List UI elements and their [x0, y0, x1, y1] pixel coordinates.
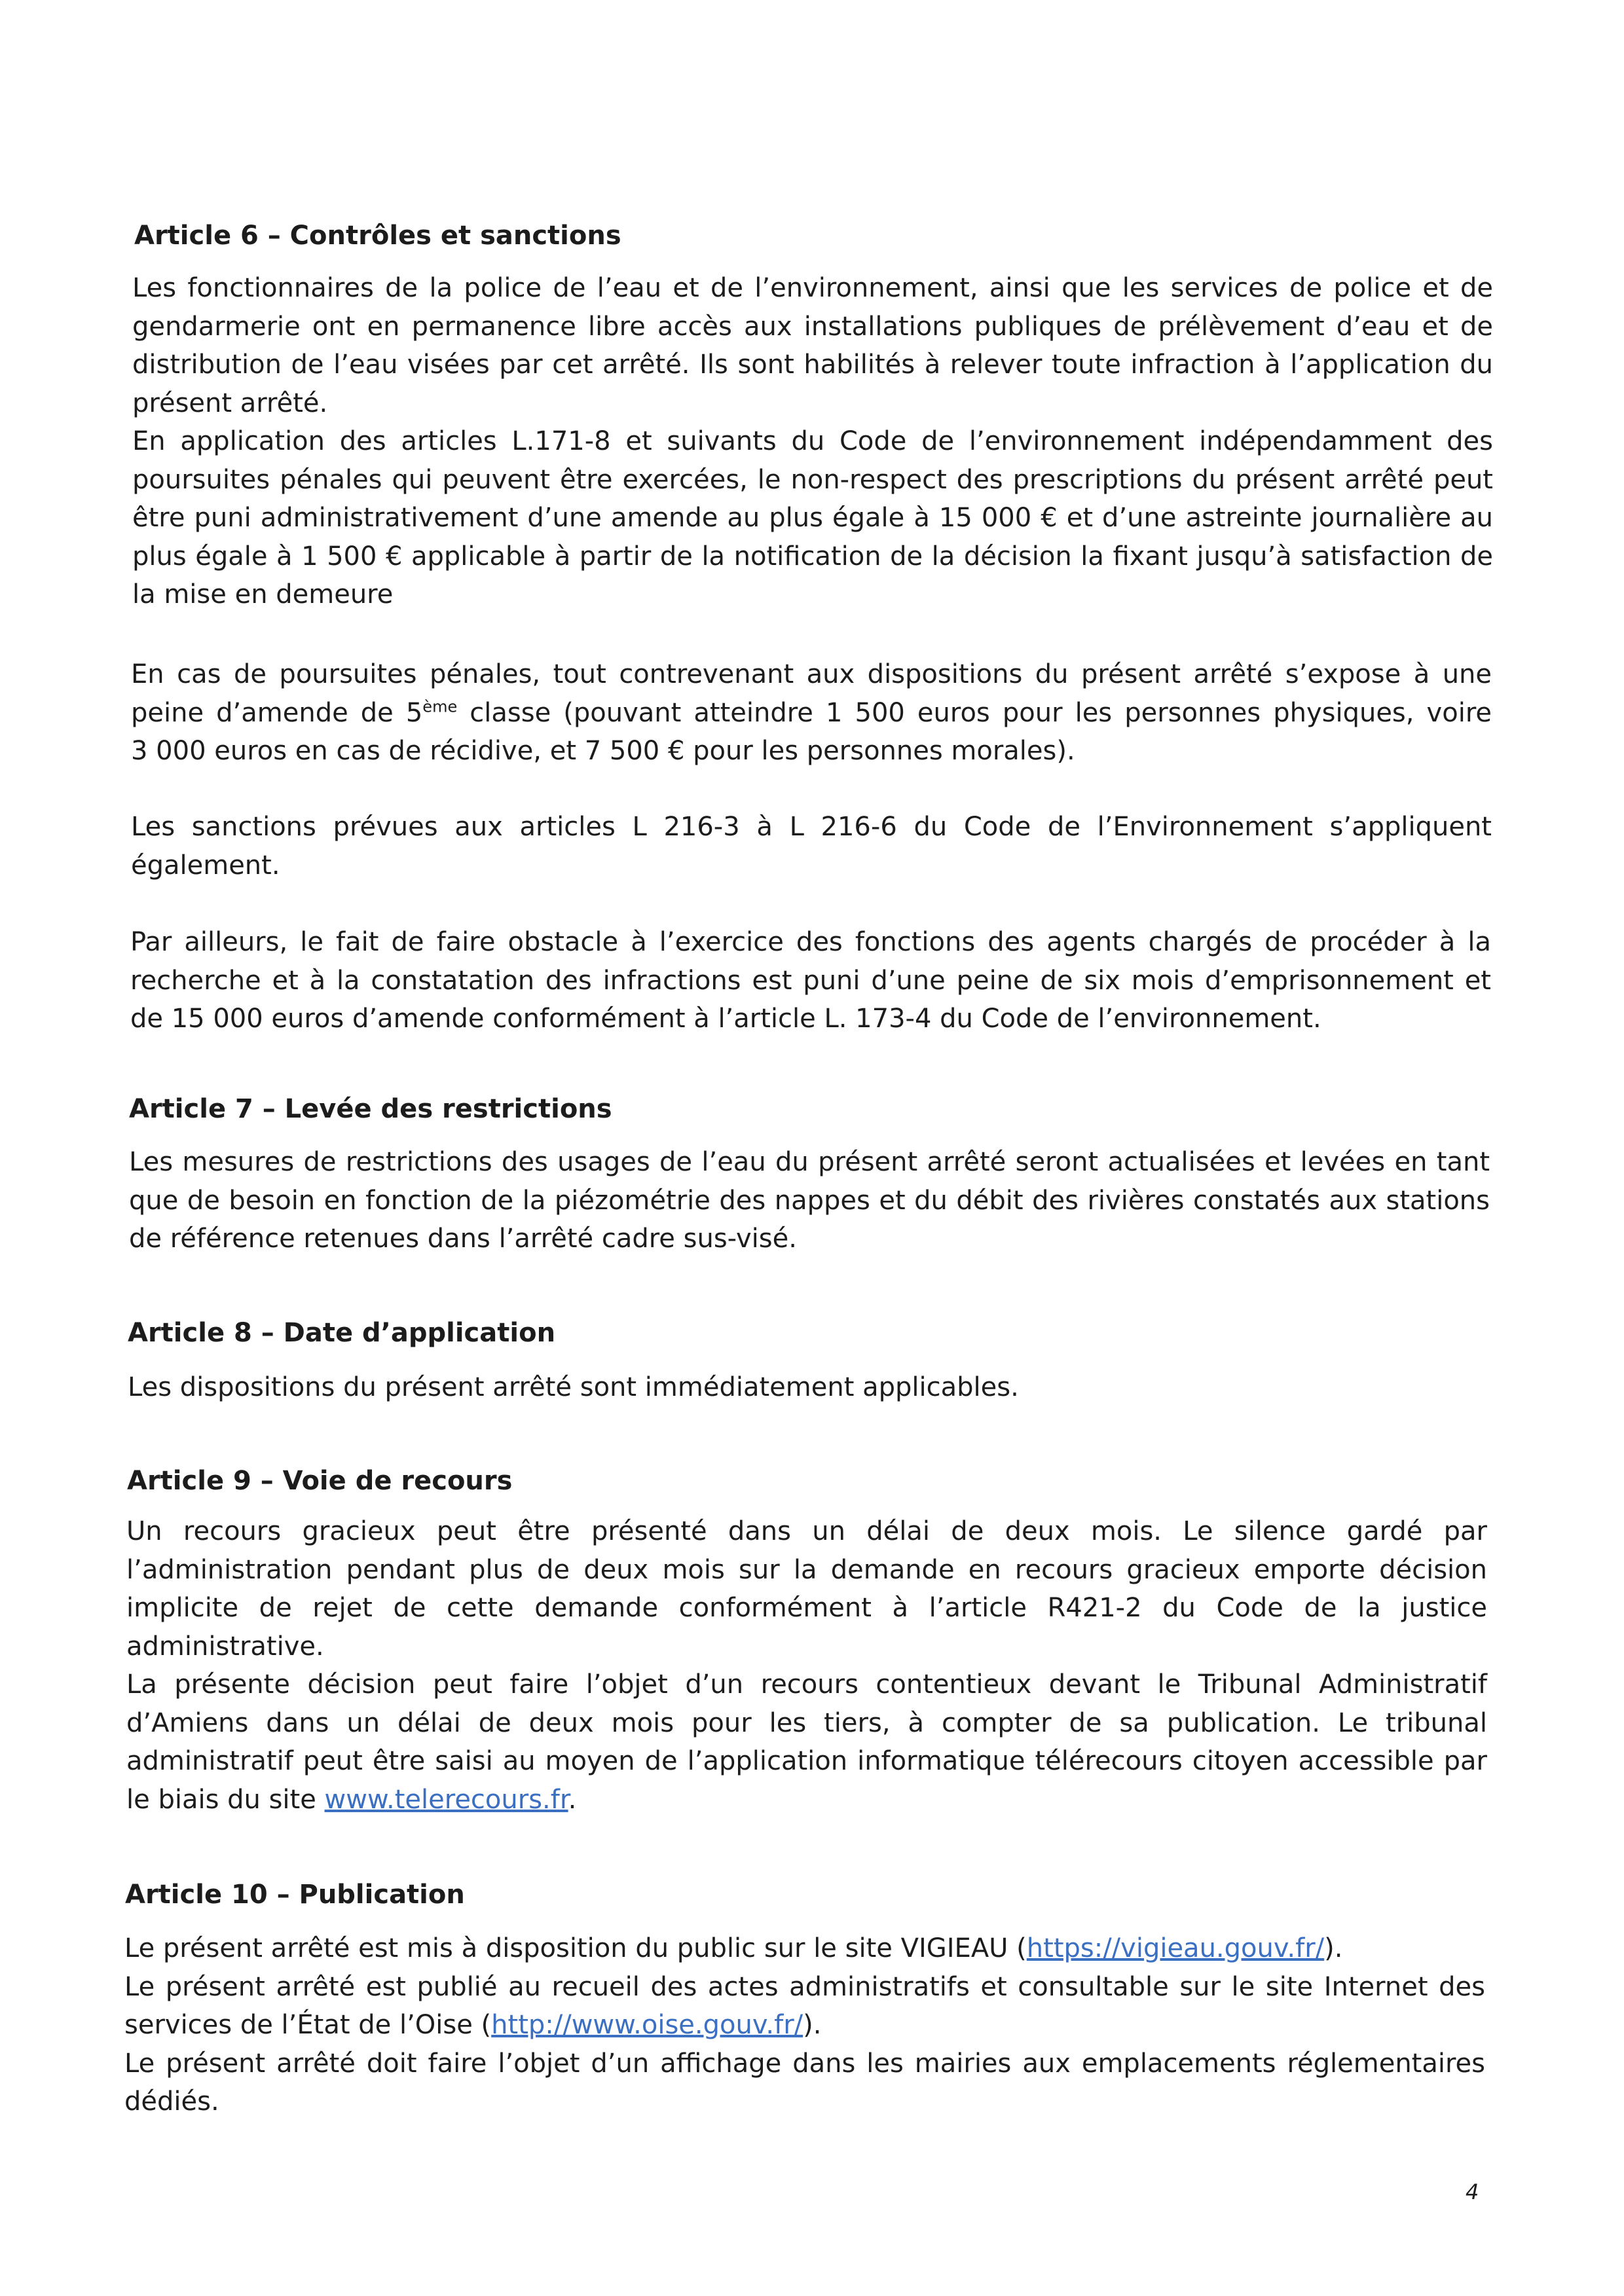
text-line: dédiés. — [124, 2086, 219, 2117]
article-10-paragraph — [124, 1929, 1485, 2121]
text-line: également. — [131, 850, 280, 881]
text-line: Les sanctions prévues aux articles L 216-3 à L 216-6 du Code de l’Environnement s’appliquent — [131, 812, 1492, 842]
text-line: Les fonctionnaires de la police de l’eau et de l’environnement, ainsi que les services de police et de — [132, 273, 1493, 303]
text-line — [124, 1929, 1485, 1968]
text-fragment: le biais du site — [126, 1784, 325, 1815]
text-line: implicite de rejet de cette demande conformément à l’article R421-2 du Code de la justice — [126, 1593, 1487, 1623]
text-line: En application des articles L.171-8 et suivants du Code de l’environnement indépendamment des — [132, 426, 1493, 456]
text-line: Par ailleurs, le fait de faire obstacle à l’exercice des fonctions des agents chargés de procéder à la — [130, 927, 1491, 957]
article-9-title: Article 9 – Voie de recours — [127, 1466, 513, 1496]
text-line: distribution de l’eau visées par cet arrêté. Ils sont habilités à relever toute infraction à l’application du — [132, 350, 1493, 380]
article-8-title: Article 8 – Date d’application — [128, 1318, 556, 1348]
text-line: Le présent arrêté doit faire l’objet d’un affichage dans les mairies aux emplacements réglementaires — [124, 2048, 1485, 2079]
text-line — [124, 2006, 1485, 2045]
article-6-paragraph-2 — [131, 655, 1492, 771]
text-line: être puni administrativement d’une amende au plus égale à 15 000 € et d’une astreinte journalière au — [132, 503, 1493, 533]
page-number: 4 — [1466, 2179, 1479, 2204]
text-line: de 15 000 euros d’amende conformément à l’article L. 173-4 du Code de l’environnement. — [130, 1004, 1321, 1034]
text-line: En cas de poursuites pénales, tout contrevenant aux dispositions du présent arrêté s’expose à une — [131, 659, 1492, 689]
article-10-title: Article 10 – Publication — [125, 1880, 465, 1910]
text-fragment: ). — [1324, 1933, 1343, 1963]
article-7-title: Article 7 – Levée des restrictions — [129, 1094, 612, 1124]
text-line: administrative. — [126, 1631, 324, 1662]
text-line: Les mesures de restrictions des usages de l’eau du présent arrêté seront actualisées et levées en tant — [129, 1147, 1490, 1177]
article-6-paragraph-4 — [130, 923, 1491, 1038]
text-fragment: services de l’État de l’Oise ( — [124, 2010, 492, 2040]
text-line: plus égale à 1 500 € applicable à partir de la notification de la décision la fixant jusqu’à satisfaction de — [132, 541, 1493, 572]
vigieau-link[interactable]: https://vigieau.gouv.fr/ — [1026, 1933, 1325, 1963]
text-line: gendarmerie ont en permanence libre accès aux installations publiques de prélèvement d’eau et de — [132, 311, 1493, 342]
article-6-paragraph-3 — [131, 808, 1492, 884]
text-line: l’administration pendant plus de deux mois sur la demande en recours gracieux emporte décision — [126, 1554, 1487, 1585]
text-fragment: Le présent arrêté est mis à disposition du public sur le site VIGIEAU ( — [124, 1933, 1027, 1963]
article-6-paragraph-1 — [132, 269, 1493, 614]
text-line: poursuites pénales qui peuvent être exercées, le non-respect des prescriptions du présent arrêté peut — [132, 464, 1493, 495]
oise-gouv-link[interactable]: http://www.oise.gouv.fr/ — [491, 2010, 803, 2040]
article-9-paragraph — [126, 1512, 1487, 1819]
text-line: La présente décision peut faire l’objet d’un recours contentieux devant le Tribunal Administratif — [126, 1669, 1487, 1700]
text-line: 3 000 euros en cas de récidive, et 7 500 € pour les personnes morales). — [131, 736, 1075, 766]
article-6-title: Article 6 – Contrôles et sanctions — [134, 221, 621, 251]
text-line: Les dispositions du présent arrêté sont immédiatement applicables. — [128, 1372, 1019, 1402]
text-line — [126, 1781, 1487, 1819]
text-fragment: . — [568, 1784, 577, 1815]
article-7-paragraph — [129, 1143, 1490, 1258]
text-line: que de besoin en fonction de la piézométrie des nappes et du débit des rivières constatés aux stations — [129, 1185, 1490, 1216]
article-8-paragraph — [128, 1368, 1488, 1407]
text-line: Le présent arrêté est publié au recueil des actes administratifs et consultable sur le site Internet des — [124, 1971, 1485, 2002]
text-fragment: classe (pouvant atteindre 1 500 euros pour les personnes physiques, voire — [457, 697, 1492, 728]
text-line: d’Amiens dans un délai de deux mois pour les tiers, à compter de sa publication. Le tribunal — [126, 1707, 1487, 1738]
superscript: ème — [422, 697, 458, 716]
text-line: présent arrêté. — [132, 388, 328, 418]
text-line: recherche et à la constatation des infractions est puni d’une peine de six mois d’emprisonnement et — [130, 965, 1491, 996]
text-fragment: peine d’amende de 5 — [131, 697, 423, 728]
text-line: la mise en demeure — [132, 579, 394, 610]
text-line: Un recours gracieux peut être présenté dans un délai de deux mois. Le silence gardé par — [126, 1516, 1487, 1546]
text-line: de référence retenues dans l’arrêté cadre sus-visé. — [129, 1224, 797, 1254]
text-fragment: ). — [803, 2010, 822, 2040]
telerecours-link[interactable]: www.telerecours.fr — [324, 1784, 568, 1815]
text-line — [131, 694, 1492, 733]
text-line: administratif peut être saisi au moyen de l’application informatique télérecours citoyen accessible par — [126, 1746, 1487, 1776]
